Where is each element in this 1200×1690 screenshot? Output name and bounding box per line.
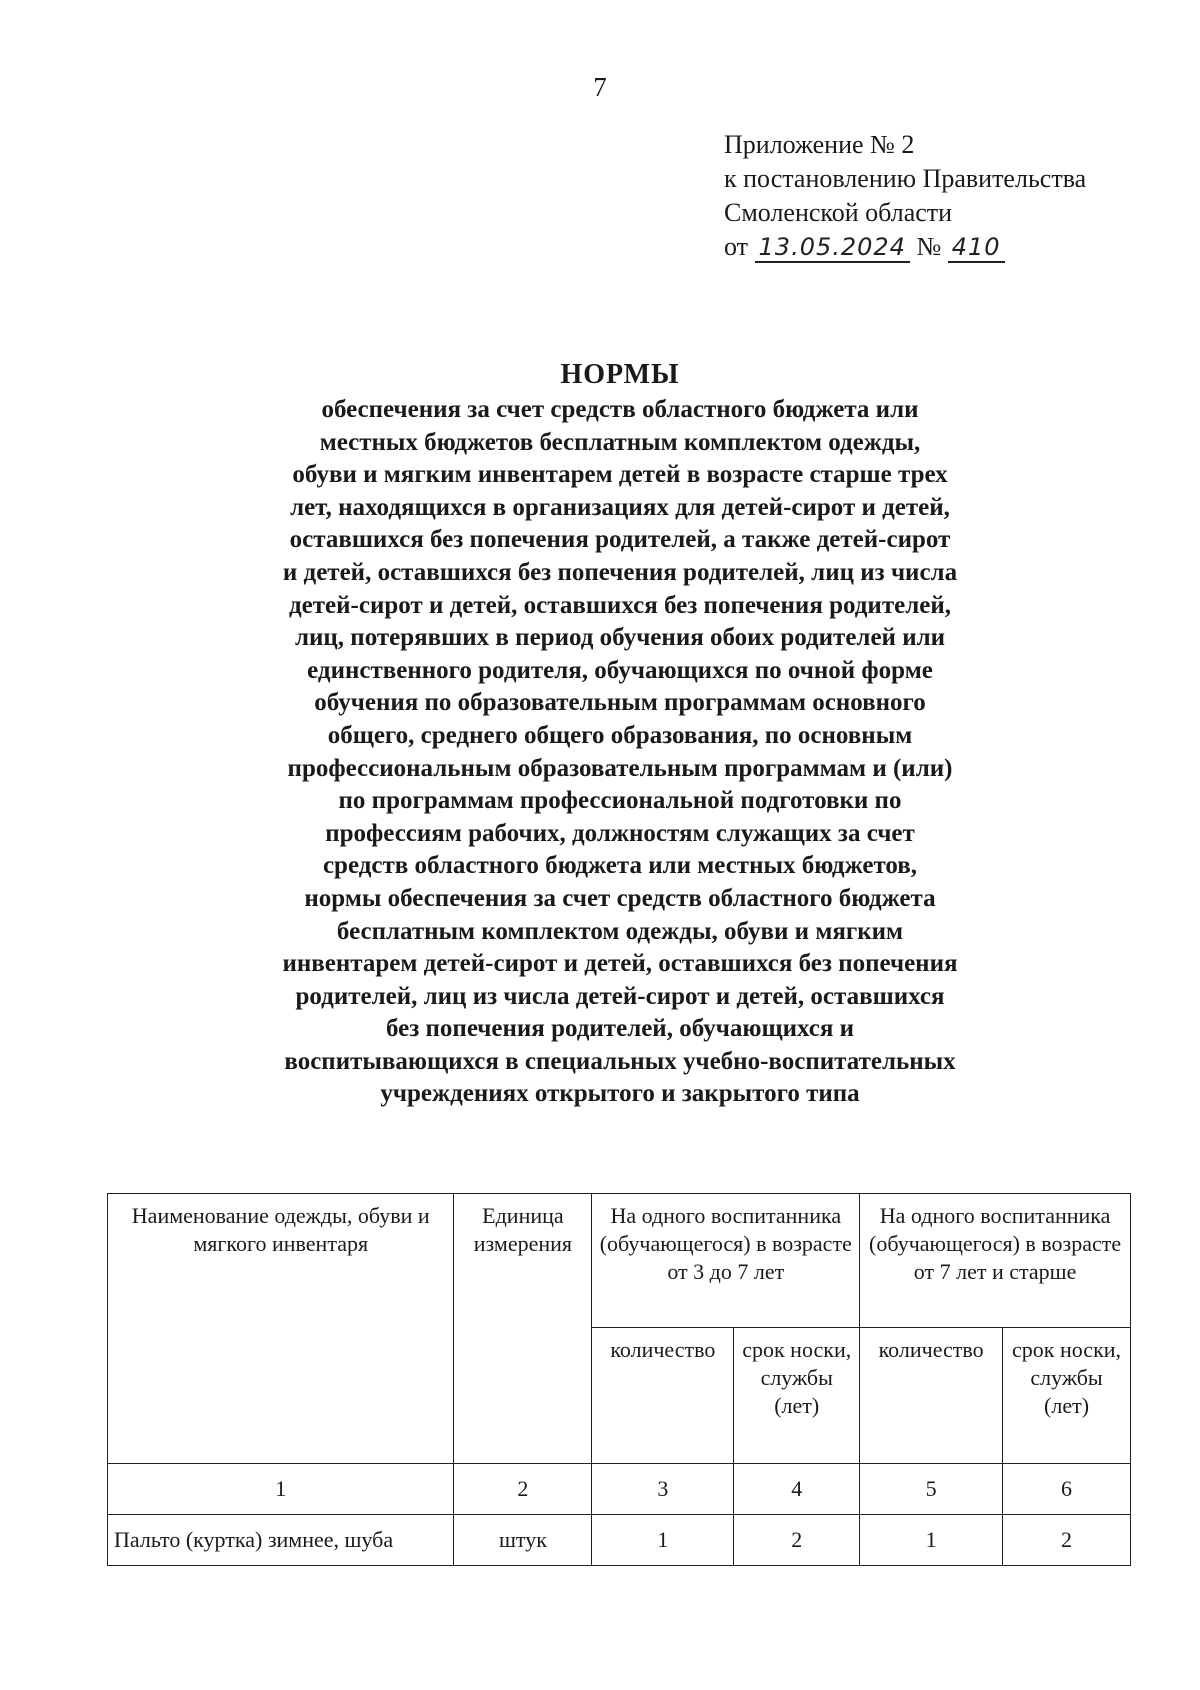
header-age-7-plus: На одного воспитанника (обучающегося) в возрасте от 7 лет и старше bbox=[860, 1194, 1131, 1328]
subtitle-line: профессиям рабочих, должностям служащих за счет bbox=[325, 819, 915, 847]
subtitle-line: профессиональным образовательным программам и (или) bbox=[287, 754, 953, 782]
cell-quantity-3-7: 1 bbox=[592, 1515, 734, 1566]
cell-item-name: Пальто (куртка) зимнее, шуба bbox=[108, 1515, 454, 1566]
cell-quantity-7-plus: 1 bbox=[860, 1515, 1003, 1566]
subtitle-line: обеспечения за счет средств областного бюджета или bbox=[321, 396, 919, 423]
appendix-region: Смоленской области bbox=[724, 198, 953, 227]
subtitle-line: обучения по образовательным программам основного bbox=[314, 689, 926, 717]
handwritten-date: 13.05.2024 bbox=[755, 233, 910, 263]
subtitle-line: общего, среднего общего образования, по основным bbox=[327, 721, 913, 749]
header-quantity-7-plus: количество bbox=[860, 1328, 1003, 1464]
header-item-name: Наименование одежды, обуви и мягкого инвентаря bbox=[108, 1194, 454, 1464]
subtitle-line: родителей, лиц из числа детей-сирот и детей, оставшихся bbox=[295, 982, 945, 1010]
subtitle-line: местных бюджетов бесплатным комплектом одежды, bbox=[319, 428, 921, 456]
column-number: 4 bbox=[734, 1464, 860, 1515]
subtitle-line: и детей, оставшихся без попечения родителей, лиц из числа bbox=[282, 558, 958, 586]
appendix-title: Приложение № 2 bbox=[724, 130, 915, 159]
column-number: 2 bbox=[454, 1464, 592, 1515]
number-prefix: № bbox=[916, 232, 942, 261]
column-number: 1 bbox=[108, 1464, 454, 1515]
header-term-7-plus: срок носки, службы (лет) bbox=[1003, 1328, 1131, 1464]
header-quantity-3-7: количество bbox=[592, 1328, 734, 1464]
page-number: 7 bbox=[593, 72, 607, 102]
subtitle-line: инвентарем детей-сирот и детей, оставшихся без попечения bbox=[282, 950, 958, 978]
subtitle-line: учреждениях открытого и закрытого типа bbox=[380, 1080, 860, 1108]
subtitle-line: без попечения родителей, обучающихся и bbox=[385, 1015, 855, 1043]
column-number: 3 bbox=[592, 1464, 734, 1515]
cell-unit: штук bbox=[454, 1515, 592, 1566]
cell-term-7-plus: 2 bbox=[1003, 1515, 1131, 1566]
subtitle-line: лет, находящихся в организациях для детей-сирот и детей, bbox=[290, 493, 950, 521]
table-row bbox=[108, 1515, 1131, 1566]
document-title bbox=[200, 356, 1040, 1111]
handwritten-number: 410 bbox=[948, 233, 1005, 263]
subtitle-line: оставшихся без попечения родителей, а также детей-сирот bbox=[289, 526, 951, 554]
cell-term-3-7: 2 bbox=[734, 1515, 860, 1566]
appendix-resolution: к постановлению Правительства bbox=[724, 164, 1087, 193]
column-number-row bbox=[108, 1464, 1131, 1515]
subtitle-line: лиц, потерявших в период обучения обоих родителей или bbox=[294, 624, 946, 652]
appendix-date-number bbox=[724, 230, 1086, 264]
subtitle-line: средств областного бюджета или местных бюджетов, bbox=[322, 852, 918, 880]
column-number: 6 bbox=[1003, 1464, 1131, 1515]
subtitle-line: нормы обеспечения за счет средств областного бюджета bbox=[304, 884, 936, 912]
title-heading: НОРМЫ bbox=[560, 359, 680, 390]
subtitle-line: бесплатным комплектом одежды, обуви и мягким bbox=[336, 917, 904, 945]
header-term-3-7: срок носки, службы (лет) bbox=[734, 1328, 860, 1464]
subtitle-line: единственного родителя, обучающихся по очной форме bbox=[307, 656, 933, 684]
norms-table bbox=[107, 1193, 1131, 1566]
subtitle-line: обуви и мягким инвентарем детей в возрасте старше трех bbox=[292, 461, 948, 489]
header-unit: Единица измерения bbox=[454, 1194, 592, 1464]
header-age-3-7: На одного воспитанника (обучающегося) в возрасте от 3 до 7 лет bbox=[592, 1194, 860, 1328]
appendix-block bbox=[724, 128, 1086, 264]
column-number: 5 bbox=[860, 1464, 1003, 1515]
date-prefix: от bbox=[724, 232, 749, 261]
subtitle-line: по программам профессиональной подготовки по bbox=[338, 787, 902, 815]
subtitle-line: воспитывающихся в специальных учебно-воспитательных bbox=[284, 1047, 956, 1075]
subtitle-line: детей-сирот и детей, оставшихся без попечения родителей, bbox=[289, 591, 951, 619]
